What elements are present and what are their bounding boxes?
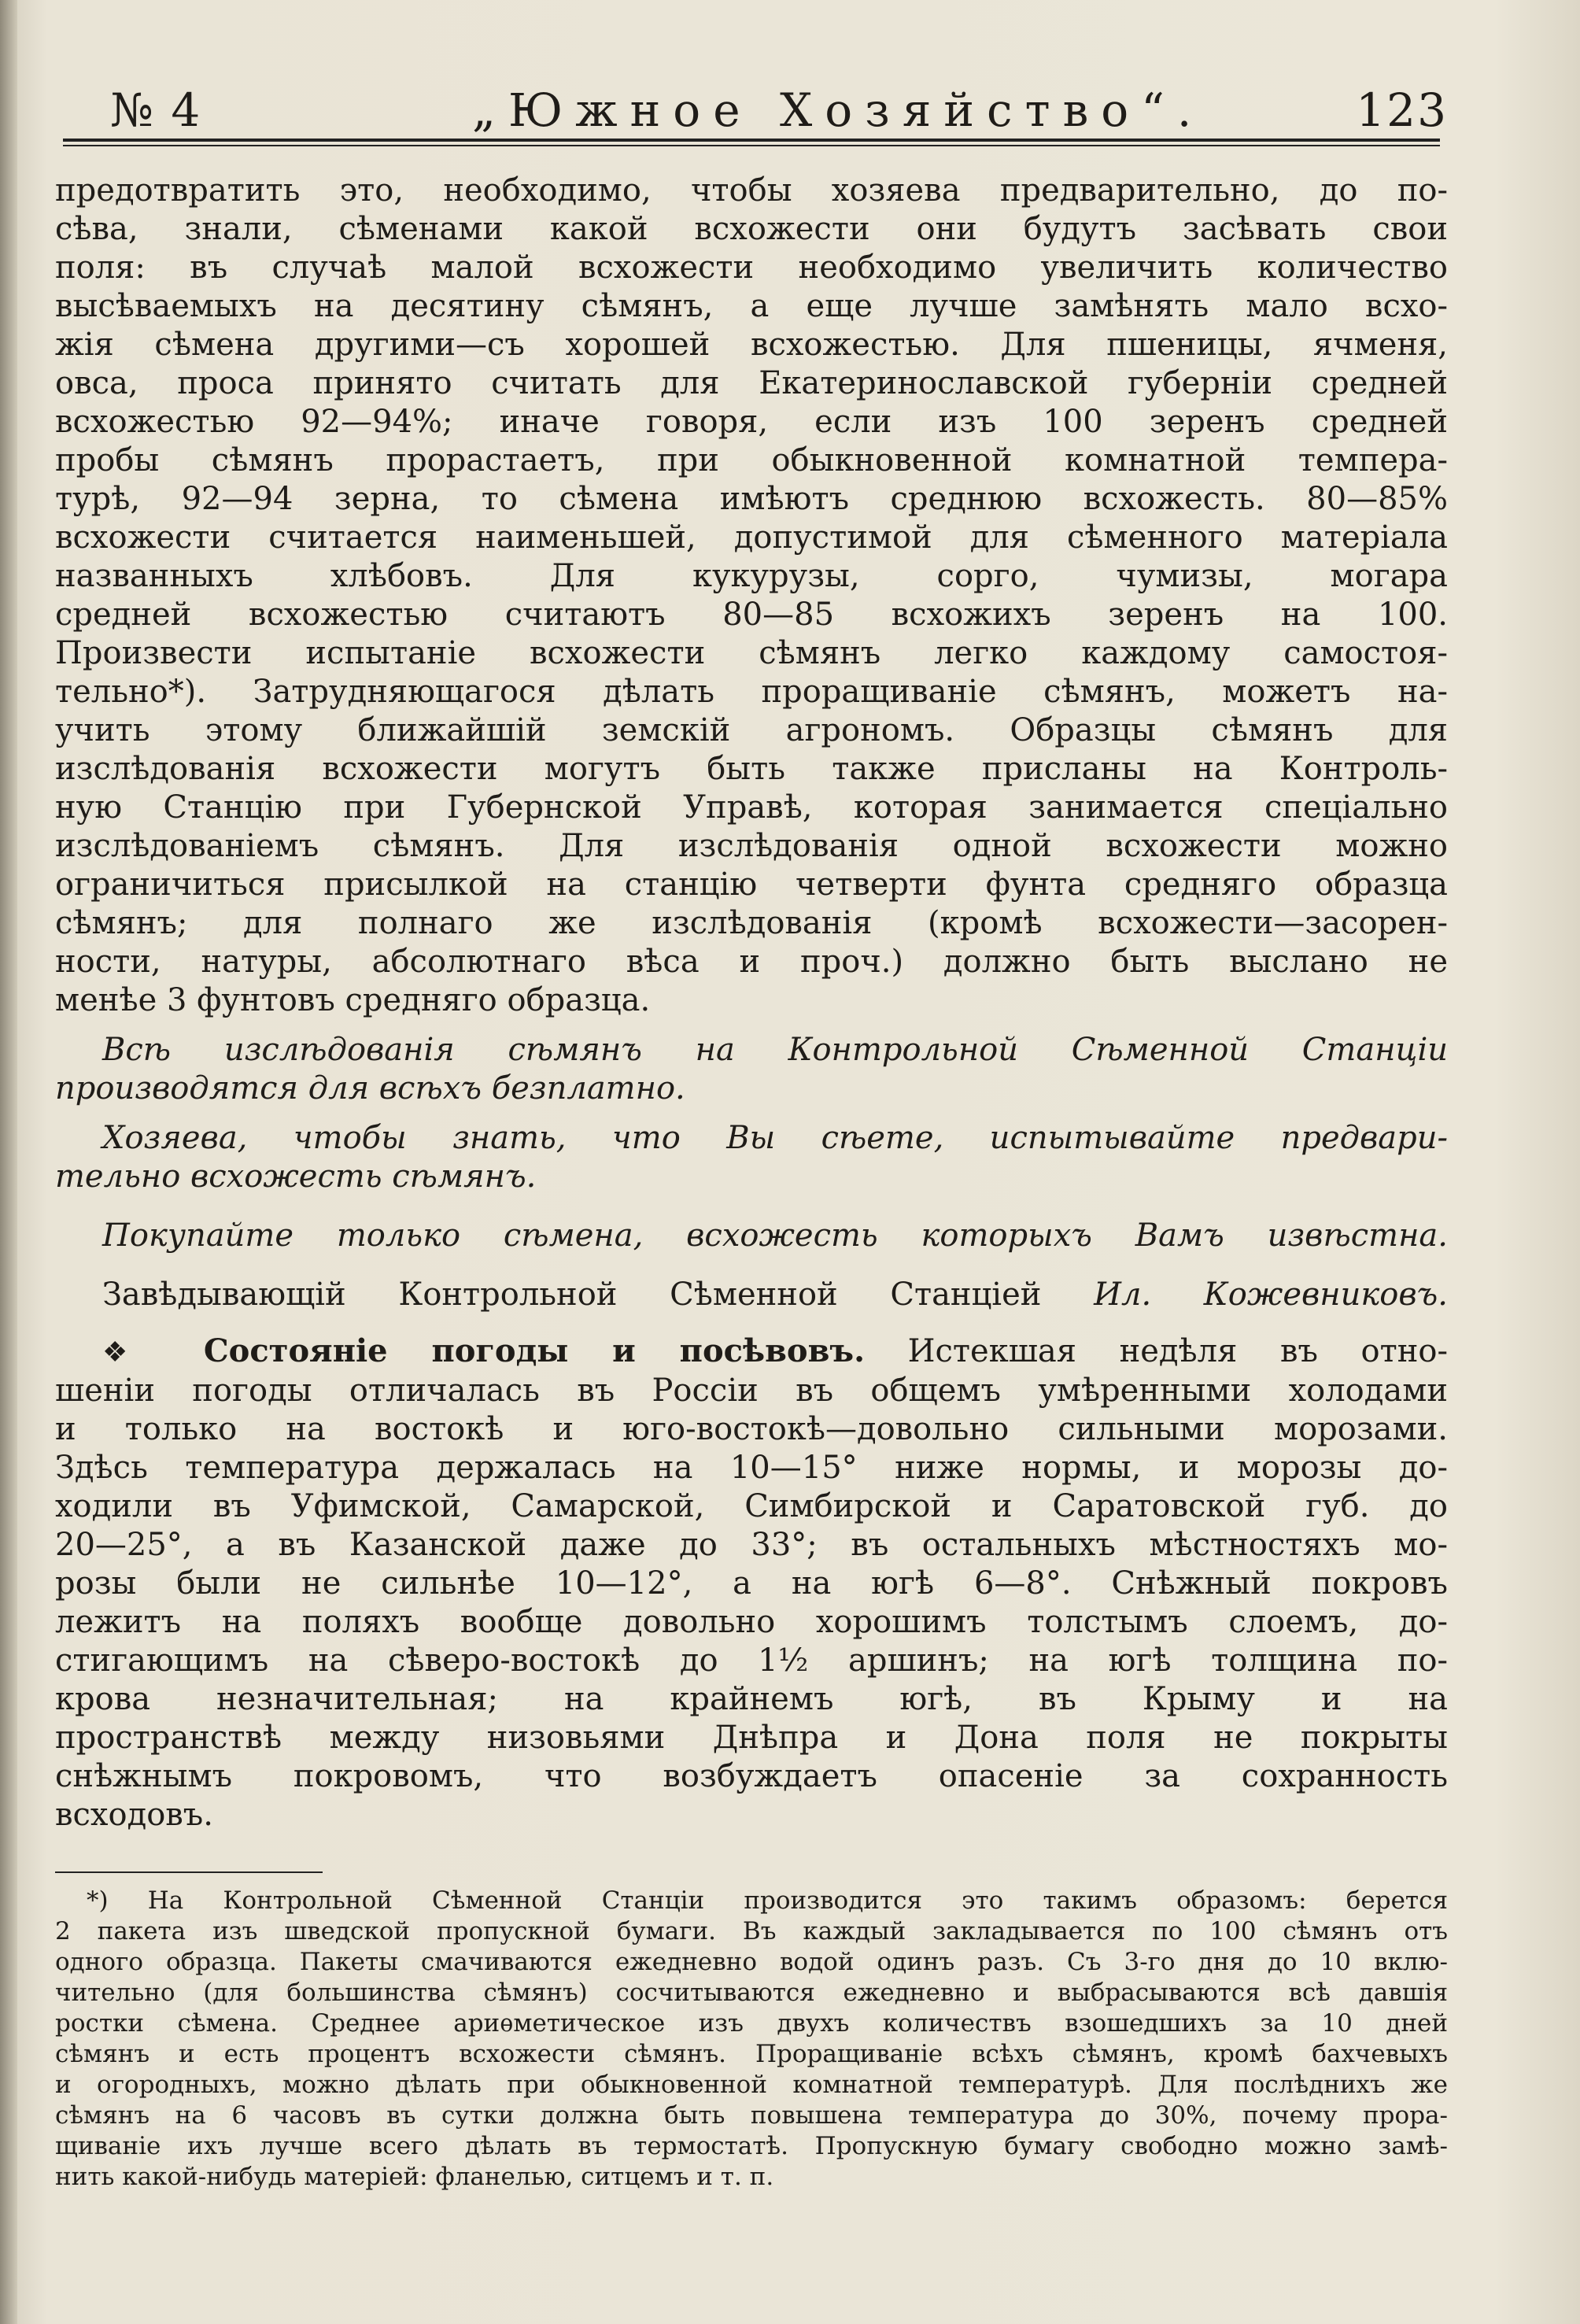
italic-notice: Всѣ изслѣдованія сѣмянъ на Контрольной Сѣменной Станціи — [102, 1032, 1448, 1068]
signature — [55, 1276, 1448, 1314]
text-line: менѣе 3 фунтовъ средняго образца. — [55, 982, 651, 1018]
footnote-line: чительно (для большинства сѣмянъ) сосчитываются ежедневно и выбрасываются всѣ давшія — [55, 1979, 1448, 2007]
text-line: пробы сѣмянъ прорастаетъ, при обыкновенной комнатной темпера- — [55, 442, 1448, 478]
text-line: учить этому ближайшій земскій агрономъ. Образцы сѣмянъ для — [55, 712, 1448, 748]
footnote — [55, 1886, 1448, 2193]
footnote-line: сѣмянъ и есть процентъ всхожести сѣмянъ. Проращиваніе всѣхъ сѣмянъ, кромѣ бахчевыхъ — [55, 2040, 1448, 2068]
signature-role: Завѣдывающій Контрольной Сѣменной Станціей — [102, 1277, 1042, 1313]
text-line: всхожести считается наименьшей, допустимой для сѣменного матеріала — [55, 519, 1448, 556]
text-line: предотвратить это, необходимо, чтобы хозяева предварительно, до по- — [55, 172, 1448, 209]
text-line: 20—25°, а въ Казанской даже до 33°; въ остальныхъ мѣстностяхъ мо- — [55, 1527, 1448, 1563]
footnote-line: щиваніе ихъ лучше всего дѣлать въ термостатѣ. Пропускную бумагу свободно можно замѣ- — [55, 2132, 1448, 2160]
issue-number: № 4 — [110, 83, 202, 137]
text-line: изслѣдованія всхожести могутъ быть также присланы на Контроль- — [55, 751, 1448, 787]
text-line: Здѣсь температура держалась на 10—15° ниже нормы, и морозы до- — [55, 1450, 1448, 1486]
italic-notice: производятся для всѣхъ безплатно. — [55, 1070, 685, 1107]
binding-edge — [0, 0, 17, 2324]
text-line: ограничиться присылкой на станцію четверти фунта средняго образца — [55, 866, 1448, 903]
footnote-line: одного образца. Пакеты смачиваются ежедневно водой одинъ разъ. Съ 3-го дня до 10 вклю- — [55, 1948, 1448, 1976]
text-line: названныхъ хлѣбовъ. Для кукурузы, сорго, чумизы, могара — [55, 558, 1448, 594]
page-header — [94, 76, 1448, 139]
main-text — [55, 172, 1448, 1834]
article-seed-testing — [55, 172, 1448, 1314]
footnote-line: ростки сѣмена. Среднее ариѳметическое изъ двухъ количествъ взошедшихъ за 10 дней — [55, 2009, 1448, 2038]
text-line: турѣ, 92—94 зерна, то сѣмена имѣютъ среднюю всхожесть. 80—85% — [55, 481, 1448, 517]
footnote-rule — [55, 1871, 323, 1873]
text-line: ную Станцію при Губернской Управѣ, которая занимается спеціально — [55, 789, 1448, 826]
text-line: ходили въ Уфимской, Самарской, Симбирской и Саратовской губ. до — [55, 1488, 1448, 1524]
header-rule — [63, 139, 1440, 142]
footnote-line: нить какой-нибудь матеріей: фланелью, ситцемъ и т. п. — [55, 2163, 774, 2191]
section-heading: Состояніе погоды и посѣвовъ. — [203, 1332, 865, 1369]
footnote-line: *) На Контрольной Сѣменной Станціи производится это такимъ образомъ: берется — [87, 1886, 1448, 1915]
article-weather — [55, 1332, 1448, 1834]
page-number: 123 — [1356, 83, 1448, 137]
text-line: пространствѣ между низовьями Днѣпра и Дона поля не покрыты — [55, 1720, 1448, 1756]
text-line: сѣва, знали, сѣменами какой всхожести они будутъ засѣвать свои — [55, 211, 1448, 247]
text-line: Истекшая недѣля въ отно- — [907, 1333, 1448, 1369]
text-line: всходовъ. — [55, 1797, 213, 1833]
text-line: крова незначительная; на крайнемъ югѣ, въ Крыму и на — [55, 1681, 1448, 1717]
text-line: жія сѣмена другими—съ хорошей всхожестью. Для пшеницы, ячменя, — [55, 327, 1448, 363]
text-line: сѣмянъ; для полнаго же изслѣдованія (кромѣ всхожести—засорен- — [55, 905, 1448, 941]
footnote-line: и огородныхъ, можно дѣлать при обыкновенной комнатной температурѣ. Для послѣднихъ же — [55, 2071, 1448, 2099]
text-line: высѣваемыхъ на десятину сѣмянъ, а еще лучше замѣнять мало всхо- — [55, 288, 1448, 324]
text-line: стигающимъ на сѣверо-востокѣ до 1½ аршинъ; на югѣ толщина по- — [55, 1642, 1448, 1679]
italic-notice: тельно всхожесть сѣмянъ. — [55, 1158, 537, 1195]
text-line: снѣжнымъ покровомъ, что возбуждаетъ опасеніе за сохранность — [55, 1758, 1448, 1794]
text-line: всхожестью 92—94%; иначе говоря, если изъ 100 зеренъ средней — [55, 404, 1448, 440]
header-rule-thin — [63, 145, 1440, 146]
text-line: средней всхожестью считаютъ 80—85 всхожихъ зеренъ на 100. — [55, 597, 1448, 633]
footnote-line: 2 пакета изъ шведской пропускной бумаги. Въ каждый закладывается по 100 сѣмянъ отъ — [55, 1917, 1448, 1945]
text-line: тельно*). Затрудняющагося дѣлать проращиваніе сѣмянъ, можетъ на- — [55, 674, 1448, 710]
text-line: розы были не сильнѣе 10—12°, а на югѣ 6—8°. Снѣжный покровъ — [55, 1565, 1448, 1602]
ornament-icon: ❖ — [102, 1336, 161, 1369]
section-heading-line — [55, 1332, 1448, 1372]
text-line: изслѣдованіемъ сѣмянъ. Для изслѣдованія одной всхожести можно — [55, 828, 1448, 864]
text-line: ности, натуры, абсолютнаго вѣса и проч.) должно быть выслано не — [55, 944, 1448, 980]
text-line: и только на востокѣ и юго-востокѣ—довольно сильными морозами. — [55, 1411, 1448, 1447]
italic-notice: Покупайте только сѣмена, всхожесть которыхъ Вамъ извѣстна. — [102, 1217, 1448, 1254]
text-line: овса, проса принято считать для Екатеринославской губерніи средней — [55, 365, 1448, 401]
signature-name: Ил. Кожевниковъ. — [1094, 1277, 1448, 1313]
text-line: шеніи погоды отличалась въ Россіи въ общемъ умѣренными холодами — [55, 1373, 1448, 1409]
text-line: Произвести испытаніе всхожести сѣмянъ легко каждому самостоя- — [55, 635, 1448, 671]
footnote-line: сѣмянъ на 6 часовъ въ сутки должна быть повышена температура до 30%, почему прора- — [55, 2101, 1448, 2130]
text-line: лежитъ на поляхъ вообще довольно хорошимъ толстымъ слоемъ, до- — [55, 1604, 1448, 1640]
text-line: поля: въ случаѣ малой всхожести необходимо увеличить количество — [55, 249, 1448, 286]
italic-notice: Хозяева, чтобы знать, что Вы сѣете, испытывайте предвари- — [102, 1120, 1448, 1156]
journal-title: „Южное Хозяйство“. — [472, 83, 1205, 137]
